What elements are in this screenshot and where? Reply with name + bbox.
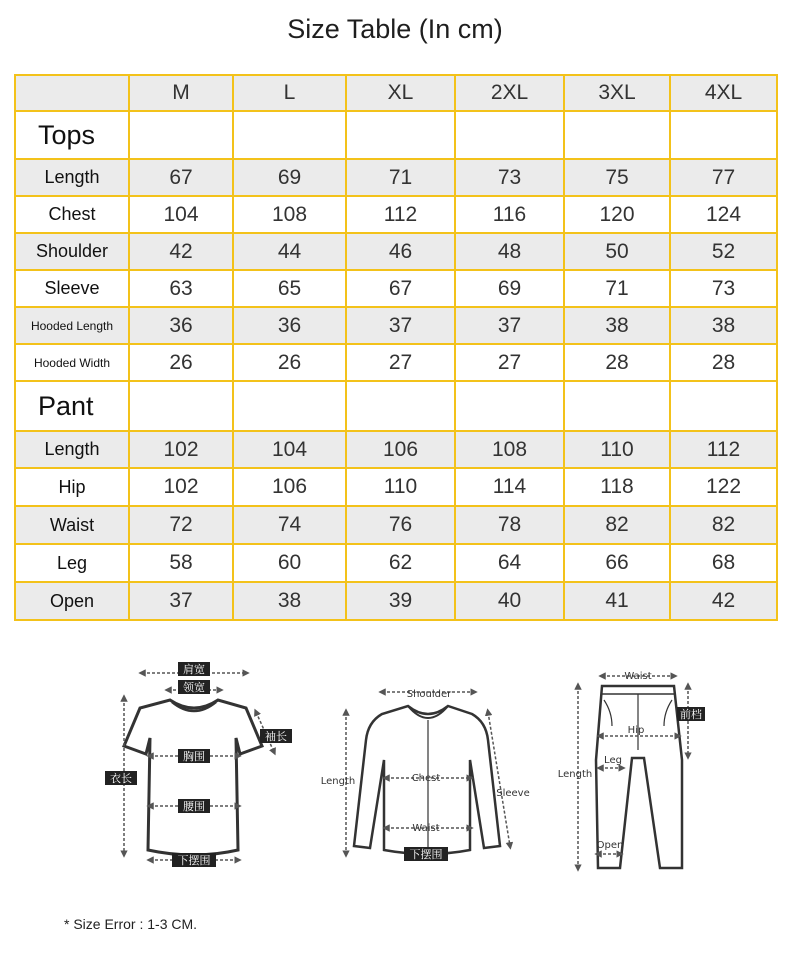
size-error-note: * Size Error : 1-3 CM. (64, 916, 198, 932)
tshirt-diagram (124, 673, 274, 860)
cell: 82 (564, 506, 670, 544)
cell: 42 (129, 233, 233, 270)
size-header: L (233, 75, 346, 111)
size-header: XL (346, 75, 455, 111)
cell: 60 (233, 544, 346, 582)
cell: 78 (455, 506, 564, 544)
cell: 68 (670, 544, 777, 582)
cell: 102 (129, 431, 233, 468)
cell: 69 (233, 159, 346, 196)
cell: 69 (455, 270, 564, 307)
pants-leg-label: Leg (604, 755, 622, 766)
size-table (14, 74, 778, 621)
cell: 39 (346, 582, 455, 620)
pants-rise-label: 前档 (680, 708, 702, 721)
pants-open-label: Open (596, 840, 624, 851)
pants-diagram (578, 676, 688, 868)
table-row (15, 233, 777, 270)
cell: 40 (455, 582, 564, 620)
cell: 38 (670, 307, 777, 344)
cell: 114 (455, 468, 564, 506)
row-label: Hip (15, 468, 129, 506)
section-row-pant (15, 381, 777, 431)
tshirt-waist-label: 腰围 (183, 800, 205, 813)
cell: 38 (233, 582, 346, 620)
cell: 37 (129, 582, 233, 620)
row-label: Open (15, 582, 129, 620)
cell: 36 (233, 307, 346, 344)
cell: 67 (129, 159, 233, 196)
size-header: M (129, 75, 233, 111)
tshirt-neck-label: 领宽 (183, 681, 205, 694)
cell: 37 (455, 307, 564, 344)
cell: 102 (129, 468, 233, 506)
cell: 27 (346, 344, 455, 381)
cell: 52 (670, 233, 777, 270)
size-header: 2XL (455, 75, 564, 111)
size-header: 4XL (670, 75, 777, 111)
cell: 44 (233, 233, 346, 270)
cell: 48 (455, 233, 564, 270)
size-header: 3XL (564, 75, 670, 111)
table-row (15, 468, 777, 506)
page-title: Size Table (In cm) (287, 14, 503, 44)
cell: 112 (346, 196, 455, 233)
cell: 37 (346, 307, 455, 344)
header-row (15, 75, 777, 111)
cell: 74 (233, 506, 346, 544)
row-label: Hooded Length (15, 307, 129, 344)
table-row (15, 431, 777, 468)
cell: 73 (455, 159, 564, 196)
tshirt-hem-label: 下摆围 (177, 854, 211, 867)
cell: 42 (670, 582, 777, 620)
cell: 66 (564, 544, 670, 582)
cell: 116 (455, 196, 564, 233)
cell: 118 (564, 468, 670, 506)
cell: 106 (233, 468, 346, 506)
row-label: Length (15, 159, 129, 196)
cell: 82 (670, 506, 777, 544)
table-row (15, 159, 777, 196)
hoodie-chest-label: Chest (411, 773, 441, 784)
cell: 75 (564, 159, 670, 196)
hoodie-sleeve-label: Sleeve (496, 788, 530, 799)
pants-length-label: Length (557, 769, 593, 780)
row-label: Length (15, 431, 129, 468)
pants-hip-label: Hip (627, 725, 645, 736)
hoodie-shoulder-label: Shoulder (406, 689, 452, 700)
cell: 58 (129, 544, 233, 582)
hoodie-hem-label: 下摆围 (409, 848, 443, 861)
tshirt-length-label: 衣长 (110, 772, 132, 785)
cell: 106 (346, 431, 455, 468)
cell: 110 (346, 468, 455, 506)
tshirt-shoulder-label: 肩宽 (183, 663, 205, 676)
cell: 124 (670, 196, 777, 233)
table-row (15, 582, 777, 620)
section-title: Pant (15, 381, 129, 431)
cell: 108 (233, 196, 346, 233)
table-row (15, 344, 777, 381)
cell: 62 (346, 544, 455, 582)
cell: 104 (233, 431, 346, 468)
row-label: Hooded Width (15, 344, 129, 381)
cell: 120 (564, 196, 670, 233)
cell: 72 (129, 506, 233, 544)
section-row-tops (15, 111, 777, 159)
tshirt-chest-label: 胸围 (183, 750, 205, 763)
table-row (15, 506, 777, 544)
hoodie-waist-label: Waist (412, 823, 440, 834)
table-row (15, 270, 777, 307)
cell: 38 (564, 307, 670, 344)
row-label: Sleeve (15, 270, 129, 307)
tshirt-sleeve-label: 袖长 (265, 730, 287, 743)
cell: 77 (670, 159, 777, 196)
row-label: Shoulder (15, 233, 129, 270)
row-label: Leg (15, 544, 129, 582)
cell: 28 (564, 344, 670, 381)
row-label: Chest (15, 196, 129, 233)
pants-waist-label: Waist (624, 671, 652, 682)
cell: 71 (346, 159, 455, 196)
row-label: Waist (15, 506, 129, 544)
cell: 122 (670, 468, 777, 506)
cell: 65 (233, 270, 346, 307)
table-row (15, 196, 777, 233)
cell: 46 (346, 233, 455, 270)
header-corner (15, 75, 129, 111)
cell: 112 (670, 431, 777, 468)
cell: 36 (129, 307, 233, 344)
cell: 63 (129, 270, 233, 307)
cell: 27 (455, 344, 564, 381)
cell: 71 (564, 270, 670, 307)
cell: 67 (346, 270, 455, 307)
cell: 108 (455, 431, 564, 468)
cell: 41 (564, 582, 670, 620)
cell: 28 (670, 344, 777, 381)
hoodie-length-label: Length (320, 776, 356, 787)
cell: 26 (233, 344, 346, 381)
section-title: Tops (15, 111, 129, 159)
measurement-diagrams (0, 650, 790, 890)
tshirt-outline (124, 700, 262, 855)
cell: 73 (670, 270, 777, 307)
cell: 64 (455, 544, 564, 582)
cell: 110 (564, 431, 670, 468)
cell: 104 (129, 196, 233, 233)
table-row (15, 307, 777, 344)
cell: 26 (129, 344, 233, 381)
diagram-canvas (0, 650, 790, 890)
cell: 76 (346, 506, 455, 544)
table-row (15, 544, 777, 582)
cell: 50 (564, 233, 670, 270)
